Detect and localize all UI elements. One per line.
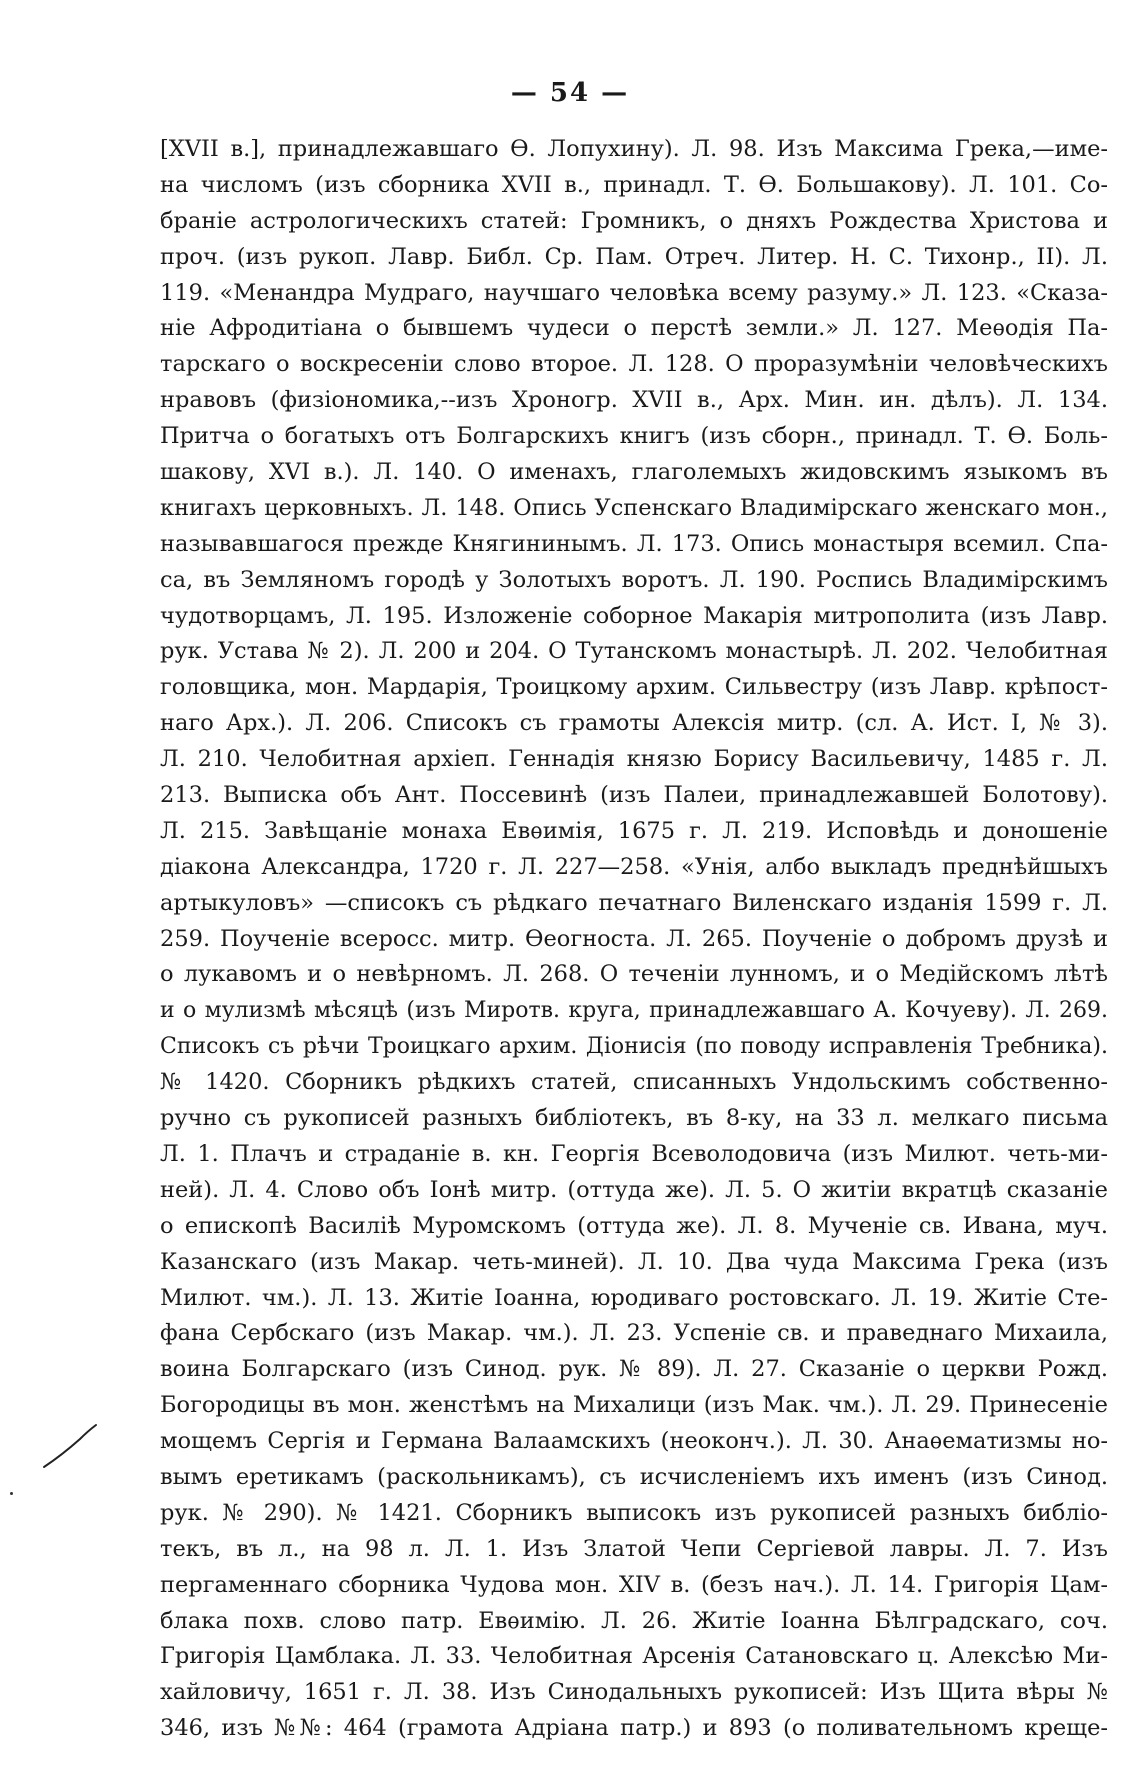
text-line: Григорія Цамблака. Л. 33. Челобитная Арсенія Сатановскаго ц. Алексѣю Ми- [160,1643,1108,1670]
pencil-margin-mark [40,1415,100,1475]
text-line: воина Болгарскаго (изъ Синод. рук. № 89). Л. 27. Сказаніе о церкви Рожд. [160,1356,1108,1383]
text-line: называвшагося прежде Княгининымъ. Л. 173. Опись монастыря всемил. Спа- [160,530,1108,557]
text-line: Л. 215. Завѣщаніе монаха Евѳимія, 1675 г. Л. 219. Исповѣдь и доношеніе [160,817,1108,844]
text-line: № 1420. Сборникъ рѣдкихъ статей, списанныхъ Ундольскимъ собственно- [160,1069,1108,1096]
text-line: вымъ еретикамъ (раскольникамъ), съ исчисленіемъ ихъ именъ (изъ Синод. [160,1463,1108,1490]
text-line: текъ, въ л., на 98 л. Л. 1. Изъ Златой Чепи Сергіевой лавры. Л. 7. Изъ [160,1535,1108,1562]
text-line: браніе астрологическихъ статей: Громникъ, о дняхъ Рождества Христова и [160,207,1108,234]
text-line: пергаменнаго сборника Чудова мон. XIV в. (безъ нач.). Л. 14. Григорія Цам- [160,1571,1108,1598]
text-line: діакона Александра, 1720 г. Л. 227—258. «Унія, албо выкладъ преднѣйшыхъ [160,853,1108,880]
text-line: мощемъ Сергія и Германа Валаамскихъ (неоконч.). Л. 30. Анаѳематизмы но- [160,1428,1108,1455]
text-line: блака похв. слово патр. Евѳимію. Л. 26. Житіе Іоанна Бѣлградскаго, соч. [160,1607,1108,1634]
text-line: 346, изъ №№: 464 (грамота Адріана патр.) и 893 (о поливательномъ креще- [160,1715,1108,1742]
text-line: Казанскаго (изъ Макар. четь-миней). Л. 10. Два чуда Максима Грека (изъ [160,1248,1108,1275]
text-line: рук. Устава № 2). Л. 200 и 204. О Тутанскомъ монастырѣ. Л. 202. Челобитная [160,638,1108,665]
text-line: [XVII в.], принадлежавшаго Ѳ. Лопухину). Л. 98. Изъ Максима Грека,—име- [160,136,1108,162]
text-line: фана Сербскаго (изъ Макар. чм.). Л. 23. Успеніе св. и праведнаго Михаила, [160,1320,1108,1347]
text-line: са, въ Земляномъ городѣ у Золотыхъ воротъ. Л. 190. Роспись Владимірскимъ [160,566,1108,593]
text-line: артыкуловъ» —списокъ съ рѣдкаго печатнаго Виленскаго изданія 1599 г. Л. [160,889,1108,916]
text-line: 259. Поученіе всеросс. митр. Ѳеогноста. Л. 265. Поученіе о добромъ друзѣ и [160,925,1108,952]
text-line: Богородицы въ мон. женстѣмъ на Михалици (изъ Мак. чм.). Л. 29. Принесеніе [160,1392,1108,1419]
body-text [160,132,1108,1747]
text-line: головщика, мон. Мардарія, Троицкому архим. Сильвестру (изъ Лавр. крѣпост- [160,674,1108,701]
text-line: хайловичу, 1651 г. Л. 38. Изъ Синодальныхъ рукописей: Изъ Щита вѣры № [160,1679,1108,1706]
text-line: проч. (изъ рукоп. Лавр. Библ. Ср. Пам. Отреч. Литер. Н. С. Тихонр., II). Л. [160,243,1108,270]
text-line: ней). Л. 4. Слово объ Іонѣ митр. (оттуда же). Л. 5. О житіи вкратцѣ сказаніе [160,1176,1108,1203]
text-line: ручно съ рукописей разныхъ библіотекъ, въ 8-ку, на 33 л. мелкаго письма [160,1105,1108,1132]
text-line: тарскаго о воскресеніи слово второе. Л. 128. О проразумѣніи человѣческихъ [160,351,1108,378]
text-line: 213. Выписка объ Ант. Поссевинѣ (изъ Палеи, принадлежавшей Болотову). [160,782,1108,809]
text-line: шакову, XVI в.). Л. 140. О именахъ, глаголемыхъ жидовскимъ языкомъ въ [160,459,1108,486]
text-line: Притча о богатыхъ отъ Болгарскихъ книгъ (изъ сборн., принадл. Т. Ѳ. Боль- [160,423,1108,450]
text-line: книгахъ церковныхъ. Л. 148. Опись Успенскаго Владимірскаго женскаго мон., [160,494,1108,521]
text-line: о лукавомъ и о невѣрномъ. Л. 268. О теченіи лунномъ, и о Медійскомъ лѣтѣ [160,961,1108,988]
text-line: ніе Афродитіана о бывшемъ чудеси о перстѣ земли.» Л. 127. Меѳодія Па- [160,315,1108,342]
text-line: рук. № 290). № 1421. Сборникъ выписокъ изъ рукописей разныхъ библіо- [160,1499,1108,1526]
text-line: Списокъ съ рѣчи Троицкаго архим. Діонисія (по поводу исправленія Требника). [160,1034,1108,1060]
text-line: Л. 210. Челобитная архіеп. Геннадія князю Борису Васильевичу, 1485 г. Л. [160,746,1108,773]
page-number: — 54 — [510,78,630,108]
text-line: чудотворцамъ, Л. 195. Изложеніе соборное Макарія митрополита (изъ Лавр. [160,602,1108,629]
text-line: о епископѣ Василіѣ Муромскомъ (оттуда же). Л. 8. Мученіе св. Ивана, муч. [160,1212,1108,1239]
text-line: на числомъ (изъ сборника XVII в., принадл. Т. Ѳ. Большакову). Л. 101. Со- [160,171,1108,198]
text-line: 119. «Менандра Мудраго, научшаго человѣка всему разуму.» Л. 123. «Сказа- [160,279,1108,306]
text-line: Милют. чм.). Л. 13. Житіе Іоанна, юродиваго ростовскаго. Л. 19. Житіе Сте- [160,1284,1108,1311]
text-line: Л. 1. Плачъ и страданіе в. кн. Георгія Всеволодовича (изъ Милют. четь-ми- [160,1140,1108,1167]
text-line: нравовъ (физіономика,--изъ Хроногр. XVII в., Арх. Мин. ин. дѣлъ). Л. 134. [160,387,1108,414]
text-line: наго Арх.). Л. 206. Списокъ съ грамоты Алексія митр. (сл. А. Ист. I, № 3). [160,710,1108,737]
text-line: и о мулизмѣ мѣсяцѣ (изъ Миротв. круга, принадлежавшаго А. Кочуеву). Л. 269. [160,998,1108,1024]
margin-dot [10,1492,13,1495]
